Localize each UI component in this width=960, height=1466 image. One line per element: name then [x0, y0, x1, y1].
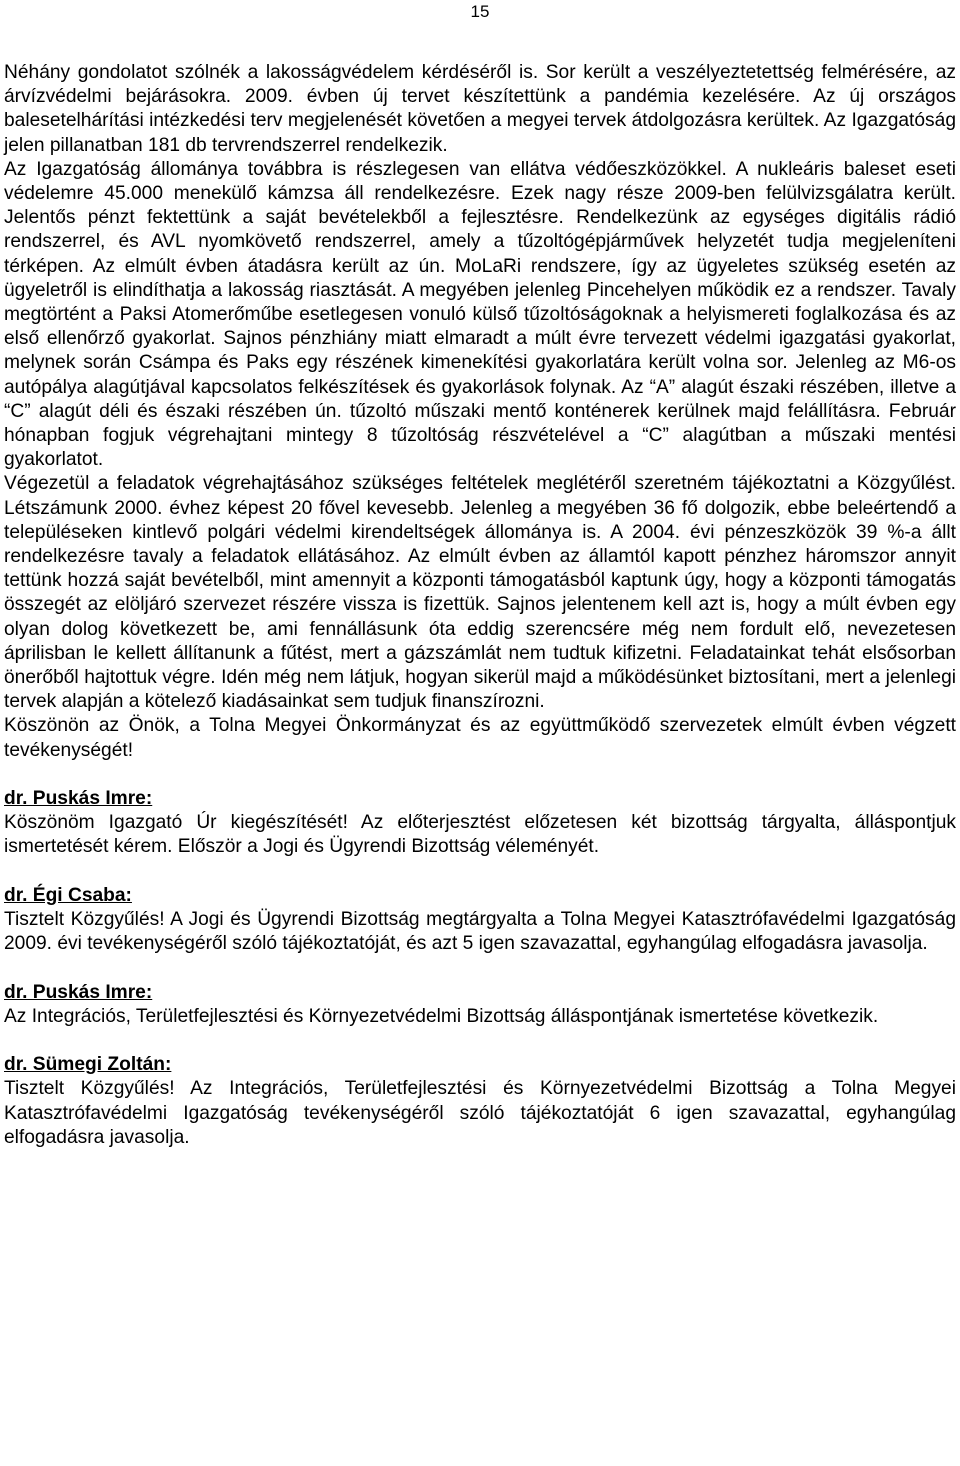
speech-block [4, 884, 956, 957]
speech-block [4, 981, 956, 1029]
speaker-name: dr. Sümegi Zoltán: [4, 1054, 172, 1076]
paragraph-civil-protection: Néhány gondolatot szólnék a lakosságvédelem kérdéséről is. Sor került a veszélyeztetettség felmérésére, az árvízvédelmi bejárásokra. 2009. évben új tervet készítettünk a pandémia kezelésére. Az új országos balesetelhárítási intézkedési terv megjelenését követően a megyei tervek átdolgozásra kerültek. Az Igazgatóság jelen pillanatban 181 db tervrendszerrel rendelkezik. [4, 62, 956, 156]
speech-block [4, 787, 956, 860]
speaker-name: dr. Puskás Imre: [4, 788, 153, 810]
speech-block [4, 1053, 956, 1150]
paragraph-conditions: Végezetül a feladatok végrehajtásához szükséges feltételek meglétéről szeretném tájékoztatni a Közgyűlést. Létszámunk 2000. évhez képest 20 fővel kevesebb. Jelenleg a megyében 36 fő dolgozik, ebbe beleértendő a településeken kintlevő polgári védelmi kirendeltségek állománya is. A 2004. évi pénzeszközök 39 %-a állt rendelkezésre tavaly a feladatok ellátásához. Az elmúlt évben az államtól kapott pénzhez háromszor annyit tettünk hozzá saját bevételből, mint amennyit a központi támogatásból kaptunk úgy, hogy a központi támogatás összegét az elöljáró szervezet részére vissza is fizettük. Sajnos jelentenem kell azt is, hogy a múlt évben egy olyan dolog következett be, ami fennállásunk óta eddig szerencsére még nem fordult elő, nevezetesen áprilisban le kellett állítanunk a fűtést, mert a gázszámlát nem tudtuk kifizetni. Feladatainkat tehát elsősorban önerőből hajtottuk végre. Idén még nem látjuk, hogyan sikerül majd a működésünket biztosítani, mert a jelenlegi tervek alapján a kötelező kiadásainkat sem tudjuk finanszírozni. [4, 473, 956, 713]
page-number: 15 [470, 2, 490, 21]
paragraph-equipment: Az Igazgatóság állománya továbbra is részlegesen van ellátva védőeszközökkel. A nukleáris baleset eseti védelemre 45.000 menekülő kámzsa áll rendelkezésre. Ezek nagy része 2009-ben felülvizsgálatra került. Jelentős pénzt fektettünk a saját bevételekből a fejlesztésre. Rendelkezünk az egységes digitális rádió rendszerrel, és AVL nyomkövető rendszerrel, amely a tűzoltógépjárművek helyzetét tudja megjeleníteni térképen. Az elmúlt évben átadásra került az ún. MoLaRi rendszere, így az ügyeletes szükség esetén az ügyeletről is elindíthatja a lakosság riasztását. A megyében jelenleg Pincehelyen működik ez a rendszer. Tavaly megtörtént a Paksi Atomerőműbe esetlegesen vonuló külső tűzoltóságoknak a helyismereti foglalkozása és az első ellenőrző gyakorlat. Sajnos pénzhiány miatt elmaradt a múlt évre tervezett védelmi igazgatási gyakorlat, melynek során Csámpa és Paks egy részének kimenekítési gyakorlatára került volna sor. Jelenleg az M6-os autópálya alagútjával kapcsolatos felkészítések és gyakorlások folynak. Az “A” alagút északi részében, illetve a “C” alagút déli és északi részében ún. tűzoltó műszaki mentő konténerek kerülnek majd felállításra. Február hónapban fogjuk végrehajtani mintegy 8 tűzoltóság részvételével a “C” alagútban a műszaki mentési gyakorlatot. [4, 158, 956, 471]
speaker-name: dr. Puskás Imre: [4, 981, 153, 1003]
speech-text: Tisztelt Közgyűlés! Az Integrációs, Területfejlesztési és Környezetvédelmi Bizottság a Tolna Megyei Katasztrófavédelmi Igazgatóság tevékenységéről szóló tájékoztatóját 6 igen szavazattal, egyhangúlag elfogadásra javasolja. [4, 1078, 956, 1148]
speech-text: Köszönöm Igazgató Úr kiegészítését! Az előterjesztést előzetesen két bizottság tárgyalta, álláspontjuk ismertetését kérem. Először a Jogi és Ügyrendi Bizottság véleményét. [4, 812, 956, 858]
paragraph-thanks: Köszönön az Önök, a Tolna Megyei Önkormányzat és az együttműködő szervezetek elmúlt évben végzett tevékenységét! [4, 715, 956, 761]
speech-text: Tisztelt Közgyűlés! A Jogi és Ügyrendi Bizottság megtárgyalta a Tolna Megyei Katasztrófavédelmi Igazgatóság 2009. évi tevékenységéről szóló tájékoztatóját, és azt 5 igen szavazattal, egyhangúlag elfogadásra javasolja. [4, 909, 956, 955]
document-body [4, 61, 956, 1150]
speech-text: Az Integrációs, Területfejlesztési és Környezetvédelmi Bizottság álláspontjának ismertetése következik. [4, 1005, 879, 1027]
speaker-name: dr. Égi Csaba: [4, 884, 132, 906]
